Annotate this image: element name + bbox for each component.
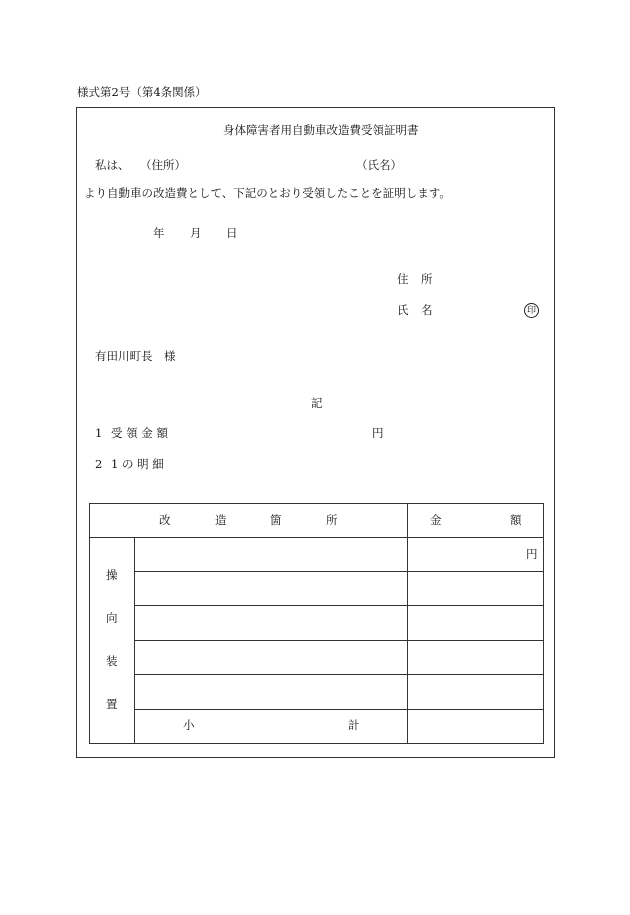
date-day: 日 <box>226 226 238 240</box>
addressee: 有田川町長 様 <box>95 349 176 363</box>
item1-label: 受 領 金 額 <box>111 426 168 440</box>
table-row-divider <box>134 571 544 572</box>
detail-table <box>89 503 544 744</box>
item2-label: 1 の 明 細 <box>111 457 164 471</box>
document-title: 身体障害者用自動車改造費受領証明書 <box>223 123 419 137</box>
form-number-label: 様式第2号（第4条関係） <box>77 85 207 99</box>
certifier-name-char-1: 氏 <box>397 303 409 317</box>
table-row-divider <box>134 674 544 675</box>
category-char-2: 向 <box>106 611 118 625</box>
certifier-address-char-1: 住 <box>397 272 409 286</box>
statement-body: より自動車の改造費として、下記のとおり受領したことを証明します。 <box>84 186 451 200</box>
date-month: 月 <box>190 226 202 240</box>
subtotal-char-1: 小 <box>183 718 195 732</box>
header-location-char-3: 箇 <box>270 513 282 527</box>
category-char-1: 操 <box>106 568 118 582</box>
table-divider-amount <box>407 503 408 744</box>
name-label: （氏名） <box>356 158 402 172</box>
certifier-name-char-2: 名 <box>421 303 433 317</box>
table-row-divider <box>134 709 544 710</box>
ki-heading: 記 <box>311 396 323 410</box>
certifier-address-char-2: 所 <box>421 272 433 286</box>
header-location-char-1: 改 <box>159 513 171 527</box>
header-amount-char-1: 金 <box>430 513 442 527</box>
item1-yen-unit: 円 <box>372 426 384 440</box>
header-location-char-4: 所 <box>326 513 338 527</box>
seal-mark: 印 <box>524 303 539 318</box>
item2-number: 2 <box>95 457 103 471</box>
table-row-divider <box>134 605 544 606</box>
header-location-char-2: 造 <box>215 513 227 527</box>
header-amount-char-2: 額 <box>510 513 522 527</box>
amount-yen-unit: 円 <box>526 547 538 561</box>
table-row-divider <box>134 640 544 641</box>
category-char-3: 装 <box>106 654 118 668</box>
subtotal-char-2: 計 <box>348 718 360 732</box>
statement-watashi: 私は、 <box>95 158 130 172</box>
address-label: （住所） <box>140 158 186 172</box>
category-char-4: 置 <box>106 697 118 711</box>
table-header-divider <box>89 537 544 538</box>
date-year: 年 <box>153 226 165 240</box>
item1-number: 1 <box>95 426 103 440</box>
